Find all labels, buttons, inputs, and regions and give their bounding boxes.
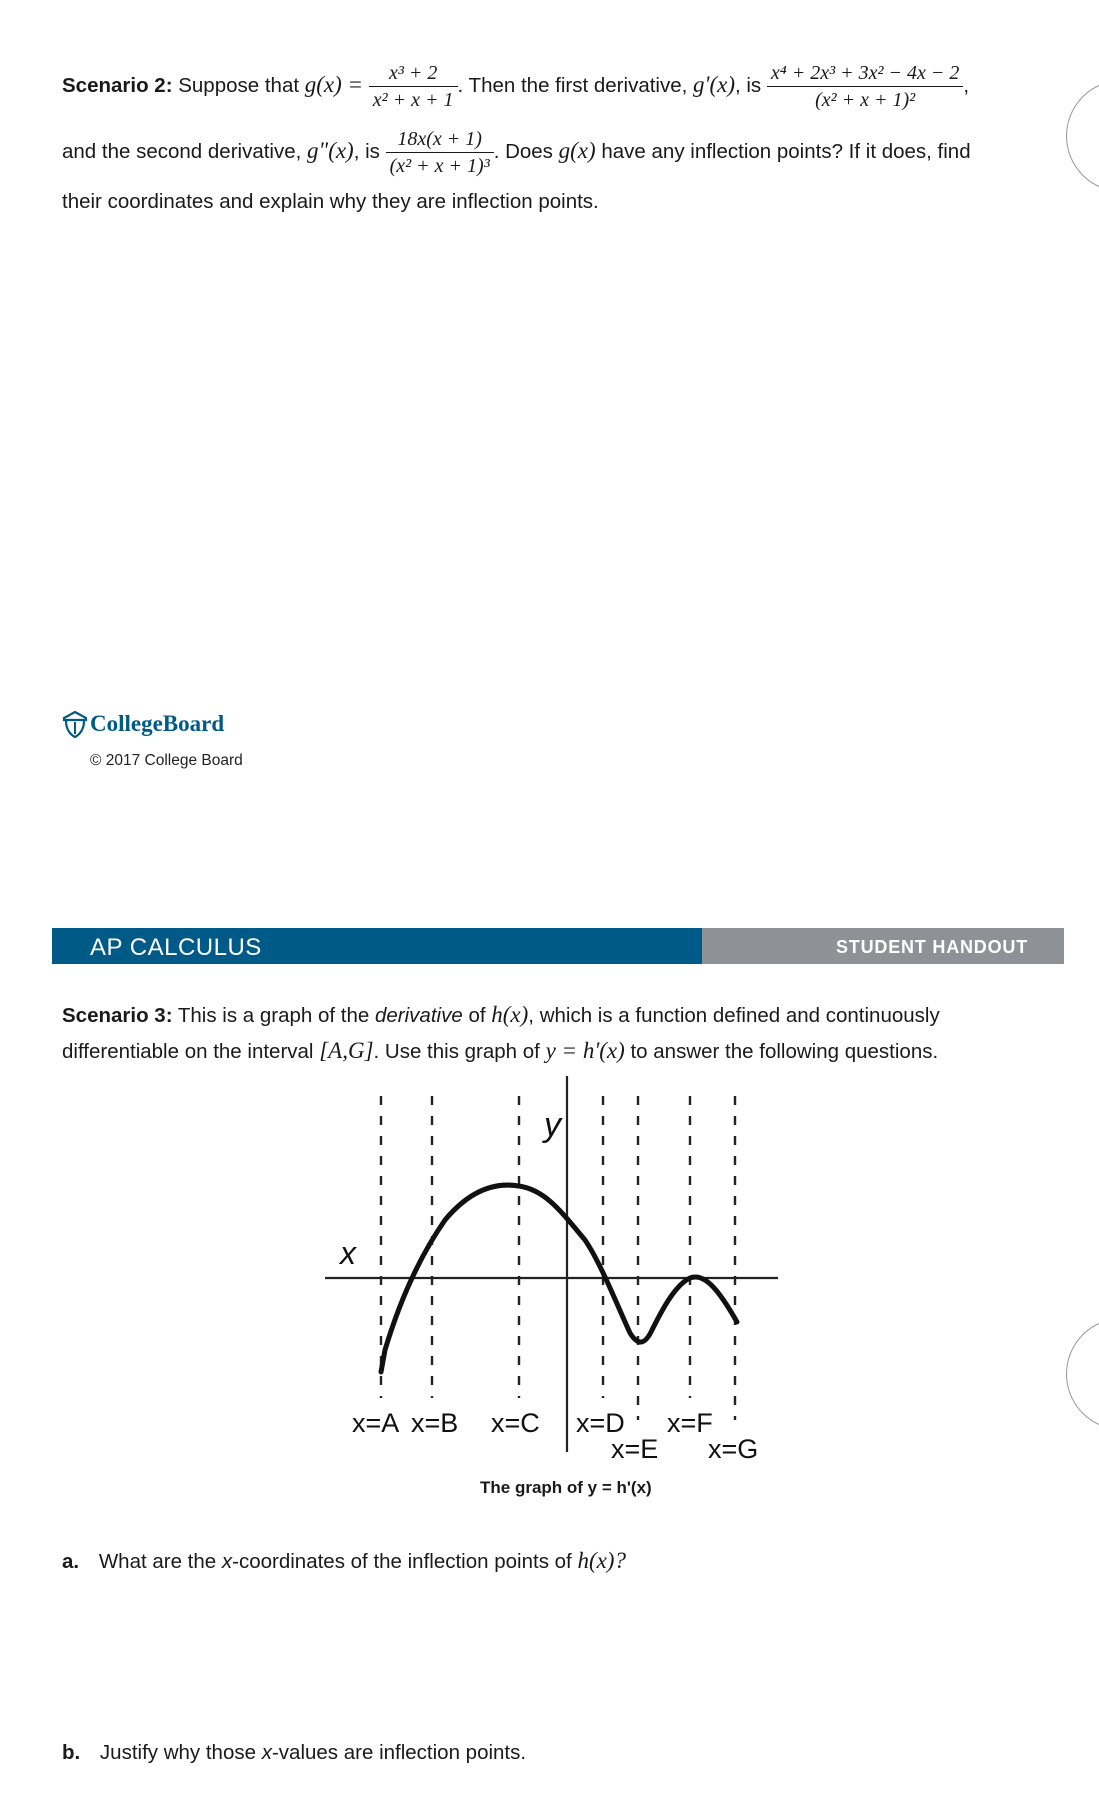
- label-x-b: x=B: [411, 1408, 459, 1438]
- x-axis-label: x: [340, 1235, 356, 1271]
- gdouble-fraction: $\frac{18x(x + 1)}{\text{(x² + x + 1)³}}$: [386, 128, 494, 177]
- question-a: a. What are the x-coordinates of the inflection points of h(x)?: [62, 1548, 626, 1573]
- label-x-d: x=D: [576, 1408, 625, 1438]
- gprime-fraction: $\frac{\text{x⁴ + 2x³ + 3x² − 4x − 2}}{\text{(x² + x + 1)²}}$: [767, 62, 963, 111]
- question-a-label: a.: [62, 1550, 80, 1573]
- label-x-f: x=F: [667, 1408, 713, 1438]
- collegeboard-wordmark: CollegeBoard: [90, 711, 225, 736]
- scenario2-line2: and the second derivative, g"(x), is $\frac{18x(x + 1)}{\text{(x² + x + 1)³}}$ . Does g(x) have any inflection points? If it does, find: [62, 128, 971, 177]
- banner-subtitle: STUDENT HANDOUT: [836, 937, 1028, 957]
- label-x-a: x=A: [352, 1408, 400, 1438]
- question-b: b. Justify why those x-values are inflection points.: [62, 1741, 527, 1764]
- copyright-text: © 2017 College Board: [90, 752, 243, 769]
- scenario2-label: Scenario 2:: [62, 73, 173, 97]
- scenario2-line3: their coordinates and explain why they are inflection points.: [62, 190, 599, 213]
- scenario2-line1: Scenario 2: Suppose that g(x) = $\frac{\text{x³ + 2}}{\text{x² + x + 1}}$ . Then the first derivative, g'(x), is $\frac{\text{x⁴ + 2x³ + 3x² − 4x − 2}}{\text{(x² + x + 1)²}}$ ,: [62, 62, 970, 111]
- scenario3-line1: Scenario 3: This is a graph of the derivative of h(x), which is a function defined and continuously: [62, 1002, 940, 1027]
- banner-title: AP CALCULUS: [90, 934, 262, 961]
- g-fraction: $\frac{\text{x³ + 2}}{\text{x² + x + 1}}$: [369, 62, 458, 111]
- question-b-label: b.: [62, 1741, 81, 1764]
- y-axis-label: y: [544, 1106, 561, 1144]
- label-x-e: x=E: [611, 1434, 659, 1464]
- scenario3-line2: differentiable on the interval [A,G]. Use this graph of y = h'(x) to answer the following questions.: [62, 1038, 939, 1063]
- label-x-c: x=C: [491, 1408, 540, 1438]
- graph-caption: The graph of y = h'(x): [480, 1478, 652, 1497]
- label-x-g: x=G: [708, 1434, 759, 1464]
- scenario3-label: Scenario 3:: [62, 1004, 173, 1027]
